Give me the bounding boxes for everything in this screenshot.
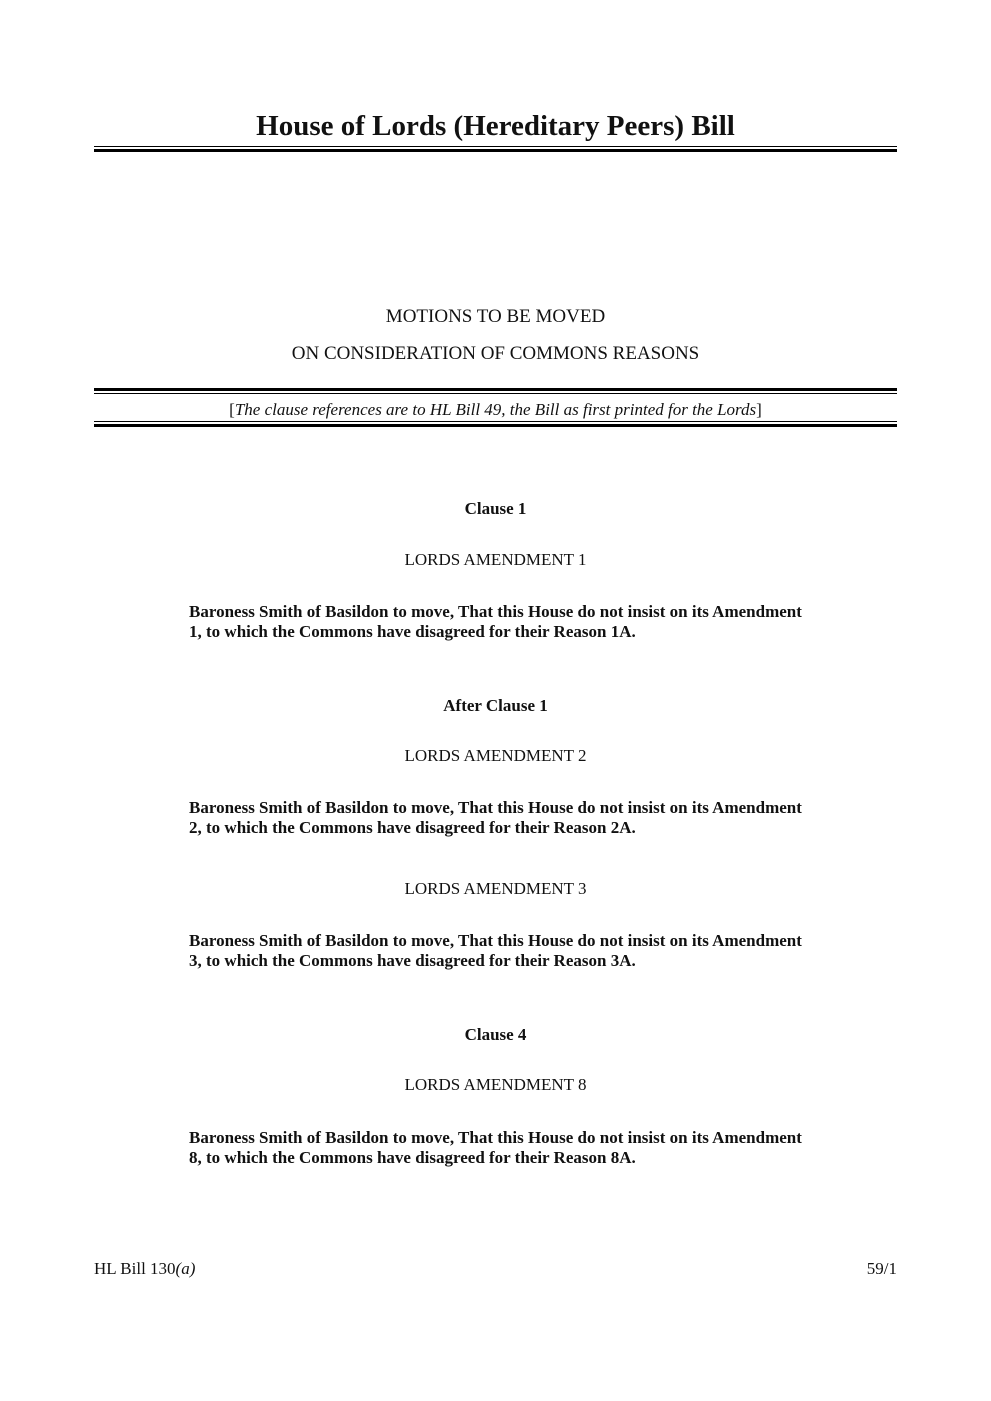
page-reference: 59/1 [866,1259,897,1278]
amendment-label: LORDS AMENDMENT 2 [404,746,587,765]
motion-line-1: Baroness Smith of Basildon to move, That this House do not insist on its Amendment [189,602,802,621]
note-close-bracket: ] [756,400,762,419]
motion-text [189,1128,899,1168]
motion-text [189,931,899,971]
section-heading-clause-1: Clause 1 [464,499,527,518]
motion-line-2: 1, to which the Commons have disagreed for their Reason 1A. [189,622,636,641]
clause-reference-note [94,399,897,421]
bill-reference-suffix: (a) [175,1259,196,1278]
motion-text [189,798,899,838]
note-bottom-rule [94,421,897,427]
motion-text [189,602,899,642]
amendment-label: LORDS AMENDMENT 3 [404,879,587,898]
motion-line-1: Baroness Smith of Basildon to move, That this House do not insist on its Amendment [189,1128,802,1147]
subtitle-line-1: MOTIONS TO BE MOVED [385,306,606,327]
document-title: House of Lords (Hereditary Peers) Bill [256,110,735,142]
motion-line-1: Baroness Smith of Basildon to move, That this House do not insist on its Amendment [189,798,802,817]
section-heading-after-clause-1: After Clause 1 [443,696,548,715]
section-heading-clause-4: Clause 4 [464,1025,527,1044]
subtitle-line-2: ON CONSIDERATION OF COMMONS REASONS [291,343,700,364]
note-top-rule [94,388,897,394]
bill-reference-number: HL Bill 130 [94,1259,176,1278]
motion-line-1: Baroness Smith of Basildon to move, That this House do not insist on its Amendment [189,931,802,950]
amendment-label: LORDS AMENDMENT 8 [404,1075,587,1094]
title-rule [94,146,897,152]
amendment-label: LORDS AMENDMENT 1 [404,550,587,569]
motion-line-2: 8, to which the Commons have disagreed for their Reason 8A. [189,1148,636,1167]
note-open-bracket: [ [229,400,235,419]
bill-reference [94,1258,195,1280]
note-text: The clause references are to HL Bill 49, the Bill as first printed for the Lords [234,400,757,419]
motion-line-2: 3, to which the Commons have disagreed for their Reason 3A. [189,951,636,970]
motion-line-2: 2, to which the Commons have disagreed for their Reason 2A. [189,818,636,837]
